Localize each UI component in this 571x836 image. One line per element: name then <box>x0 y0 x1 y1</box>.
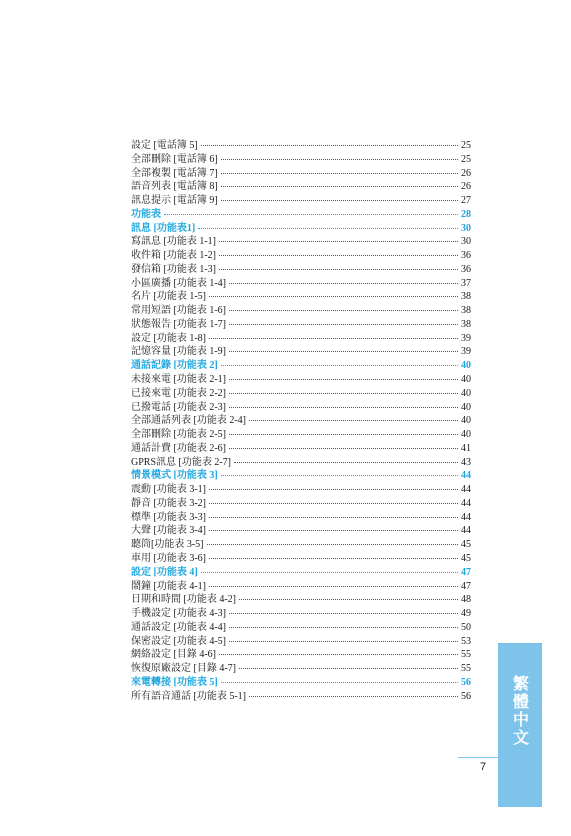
toc-entry-label: 全部通話列表 [功能表 2-4] <box>131 415 246 427</box>
toc-entry-page: 30 <box>461 222 471 234</box>
toc-entry-label: 手機設定 [功能表 4-3] <box>131 608 226 620</box>
toc-dot-leader <box>229 282 458 284</box>
toc-dot-leader <box>229 626 458 628</box>
toc-dot-leader <box>229 612 458 614</box>
toc-entry-page: 44 <box>461 497 471 509</box>
toc-entry[interactable] <box>131 690 471 704</box>
toc-entry[interactable] <box>131 414 471 428</box>
table-of-contents <box>131 139 471 703</box>
toc-entry[interactable] <box>131 635 471 649</box>
toc-entry-page: 38 <box>461 305 471 317</box>
toc-dot-leader <box>209 557 458 559</box>
toc-entry[interactable] <box>131 180 471 194</box>
toc-entry-page: 47 <box>461 566 471 578</box>
toc-dot-leader <box>219 653 458 655</box>
toc-entry-page: 44 <box>461 525 471 537</box>
toc-entry[interactable] <box>131 401 471 415</box>
toc-entry-label: 標準 [功能表 3-3] <box>131 511 206 523</box>
toc-dot-leader <box>239 667 458 669</box>
toc-entry[interactable] <box>131 139 471 153</box>
toc-entry-label: GPRS訊息 [功能表 2-7] <box>131 456 232 468</box>
toc-entry-page: 26 <box>461 167 471 179</box>
toc-entry-label: 來電轉接 [功能表 5] <box>131 676 218 688</box>
toc-dot-leader <box>201 571 458 573</box>
toc-entry-label: 已撥電話 [功能表 2-3] <box>131 401 226 413</box>
toc-entry-page: 55 <box>461 663 471 675</box>
toc-entry-label: 恢復原廠設定 [目錄 4-7] <box>131 663 236 675</box>
toc-entry-label: 通話計費 [功能表 2-6] <box>131 442 226 454</box>
toc-entry-page: 36 <box>461 250 471 262</box>
toc-dot-leader <box>229 392 458 394</box>
toc-section-entry[interactable] <box>131 566 471 580</box>
toc-entry-label: 功能表 <box>131 208 161 220</box>
toc-entry-page: 47 <box>461 580 471 592</box>
toc-entry[interactable] <box>131 648 471 662</box>
toc-dot-leader <box>164 213 458 215</box>
language-tab-label: 繁體中文 <box>510 675 530 747</box>
toc-entry[interactable] <box>131 552 471 566</box>
toc-entry-page: 26 <box>461 181 471 193</box>
toc-entry[interactable] <box>131 662 471 676</box>
toc-entry-page: 44 <box>461 511 471 523</box>
toc-entry[interactable] <box>131 524 471 538</box>
toc-entry-page: 45 <box>461 552 471 564</box>
toc-entry-page: 28 <box>461 208 471 220</box>
toc-entry[interactable] <box>131 593 471 607</box>
toc-entry-page: 39 <box>461 346 471 358</box>
toc-entry-label: 網絡設定 [目錄 4-6] <box>131 649 216 661</box>
toc-entry[interactable] <box>131 345 471 359</box>
toc-entry-page: 39 <box>461 332 471 344</box>
toc-entry-label: 車用 [功能表 3-6] <box>131 552 206 564</box>
toc-entry-label: 所有語音通話 [功能表 5-1] <box>131 690 246 702</box>
toc-entry-label: 常用短語 [功能表 1-6] <box>131 305 226 317</box>
toc-entry[interactable] <box>131 290 471 304</box>
language-tab <box>498 643 542 807</box>
toc-entry-page: 30 <box>461 236 471 248</box>
toc-entry[interactable] <box>131 318 471 332</box>
toc-entry-page: 38 <box>461 318 471 330</box>
toc-dot-leader <box>219 268 458 270</box>
toc-entry-page: 53 <box>461 635 471 647</box>
toc-entry-page: 45 <box>461 539 471 551</box>
toc-entry[interactable] <box>131 249 471 263</box>
toc-entry-label: 設定 [功能表 1-8] <box>131 332 206 344</box>
toc-entry-label: 靜音 [功能表 3-2] <box>131 497 206 509</box>
toc-entry-label: 狀態報告 [功能表 1-7] <box>131 318 226 330</box>
toc-entry-label: 已接來電 [功能表 2-2] <box>131 387 226 399</box>
toc-entry-page: 43 <box>461 456 471 468</box>
toc-entry-page: 40 <box>461 360 471 372</box>
toc-entry[interactable] <box>131 511 471 525</box>
toc-entry-label: 通話記錄 [功能表 2] <box>131 360 218 372</box>
toc-entry-page: 38 <box>461 291 471 303</box>
toc-dot-leader <box>219 240 458 242</box>
toc-entry-label: 日期和時間 [功能表 4-2] <box>131 594 236 606</box>
toc-entry-label: 設定 [電話簿 5] <box>131 140 198 151</box>
toc-dot-leader <box>221 172 458 174</box>
toc-entry-page: 40 <box>461 401 471 413</box>
toc-entry-page: 40 <box>461 429 471 441</box>
toc-entry[interactable] <box>131 580 471 594</box>
toc-dot-leader <box>221 185 458 187</box>
toc-dot-leader <box>229 406 458 408</box>
toc-entry[interactable] <box>131 442 471 456</box>
toc-entry-page: 40 <box>461 415 471 427</box>
toc-entry[interactable] <box>131 428 471 442</box>
toc-entry[interactable] <box>131 153 471 167</box>
toc-dot-leader <box>239 598 458 600</box>
toc-entry-label: 未接來電 [功能表 2-1] <box>131 374 226 386</box>
toc-entry-page: 36 <box>461 263 471 275</box>
toc-dot-leader <box>234 461 458 463</box>
toc-dot-leader <box>207 543 459 545</box>
toc-dot-leader <box>198 227 458 229</box>
toc-entry-page: 41 <box>461 442 471 454</box>
toc-dot-leader <box>221 681 458 683</box>
toc-dot-leader <box>201 144 458 146</box>
page-number: 7 <box>480 761 487 773</box>
toc-entry-label: 小區廣播 [功能表 1-4] <box>131 277 226 289</box>
toc-entry[interactable] <box>131 332 471 346</box>
toc-entry[interactable] <box>131 456 471 470</box>
toc-entry-label: 記憶容量 [功能表 1-9] <box>131 346 226 358</box>
toc-section-entry[interactable] <box>131 676 471 690</box>
toc-entry-page: 44 <box>461 484 471 496</box>
toc-entry-label: 聽筒[功能表 3-5] <box>131 539 204 551</box>
toc-entry-label: 全部複製 [電話簿 7] <box>131 167 218 179</box>
toc-dot-leader <box>229 350 458 352</box>
toc-dot-leader <box>221 364 458 366</box>
toc-entry[interactable] <box>131 263 471 277</box>
toc-section-entry[interactable] <box>131 359 471 373</box>
toc-dot-leader <box>209 529 458 531</box>
toc-entry-page: 25 <box>461 140 471 151</box>
toc-entry[interactable] <box>131 497 471 511</box>
toc-dot-leader <box>209 337 458 339</box>
toc-dot-leader <box>209 585 458 587</box>
toc-entry-page: 56 <box>461 690 471 702</box>
page-number-rule <box>458 757 498 758</box>
toc-entry-label: 大聲 [功能表 3-4] <box>131 525 206 537</box>
toc-entry-label: 全部刪除 [功能表 2-5] <box>131 429 226 441</box>
toc-entry-label: 名片 [功能表 1-5] <box>131 291 206 303</box>
toc-entry-page: 56 <box>461 676 471 688</box>
toc-entry-label: 訊息提示 [電話簿 9] <box>131 195 218 207</box>
toc-entry-page: 55 <box>461 649 471 661</box>
toc-entry[interactable] <box>131 483 471 497</box>
toc-dot-leader <box>229 323 458 325</box>
toc-entry[interactable] <box>131 304 471 318</box>
toc-entry-label: 通話設定 [功能表 4-4] <box>131 621 226 633</box>
toc-dot-leader <box>221 158 458 160</box>
toc-entry-label: 情景模式 [功能表 3] <box>131 470 218 482</box>
toc-dot-leader <box>209 295 458 297</box>
toc-entry[interactable] <box>131 235 471 249</box>
toc-dot-leader <box>249 695 458 697</box>
toc-entry[interactable] <box>131 167 471 181</box>
toc-dot-leader <box>209 516 458 518</box>
toc-dot-leader <box>209 502 458 504</box>
toc-dot-leader <box>249 419 458 421</box>
toc-entry-page: 27 <box>461 195 471 207</box>
toc-entry[interactable] <box>131 538 471 552</box>
toc-entry[interactable] <box>131 373 471 387</box>
toc-dot-leader <box>209 488 458 490</box>
toc-entry-page: 48 <box>461 594 471 606</box>
toc-entry[interactable] <box>131 621 471 635</box>
toc-entry-label: 收件箱 [功能表 1-2] <box>131 250 216 262</box>
toc-entry[interactable] <box>131 607 471 621</box>
toc-entry-label: 訊息 [功能表1] <box>131 222 196 234</box>
toc-entry[interactable] <box>131 194 471 208</box>
toc-entry-label: 震動 [功能表 3-1] <box>131 484 206 496</box>
toc-dot-leader <box>221 199 458 201</box>
toc-entry-label: 設定 [功能表 4] <box>131 566 198 578</box>
toc-entry[interactable] <box>131 277 471 291</box>
toc-entry-page: 37 <box>461 277 471 289</box>
toc-dot-leader <box>221 474 458 476</box>
toc-entry-label: 保密設定 [功能表 4-5] <box>131 635 226 647</box>
toc-entry-page: 25 <box>461 153 471 165</box>
toc-dot-leader <box>229 447 458 449</box>
toc-entry-label: 寫訊息 [功能表 1-1] <box>131 236 216 248</box>
toc-entry-label: 全部刪除 [電話簿 6] <box>131 153 218 165</box>
toc-entry-label: 語音列表 [電話簿 8] <box>131 181 218 193</box>
toc-section-entry[interactable] <box>131 222 471 236</box>
toc-entry-page: 40 <box>461 374 471 386</box>
toc-entry-page: 44 <box>461 470 471 482</box>
toc-dot-leader <box>219 254 458 256</box>
toc-dot-leader <box>229 378 458 380</box>
toc-dot-leader <box>229 309 458 311</box>
toc-section-entry[interactable] <box>131 469 471 483</box>
toc-entry-label: 鬧鐘 [功能表 4-1] <box>131 580 206 592</box>
toc-dot-leader <box>229 433 458 435</box>
toc-entry-page: 40 <box>461 387 471 399</box>
toc-dot-leader <box>229 640 458 642</box>
toc-entry-label: 發信箱 [功能表 1-3] <box>131 263 216 275</box>
toc-entry[interactable] <box>131 387 471 401</box>
toc-entry-page: 49 <box>461 608 471 620</box>
toc-section-entry[interactable] <box>131 208 471 222</box>
toc-entry-page: 50 <box>461 621 471 633</box>
